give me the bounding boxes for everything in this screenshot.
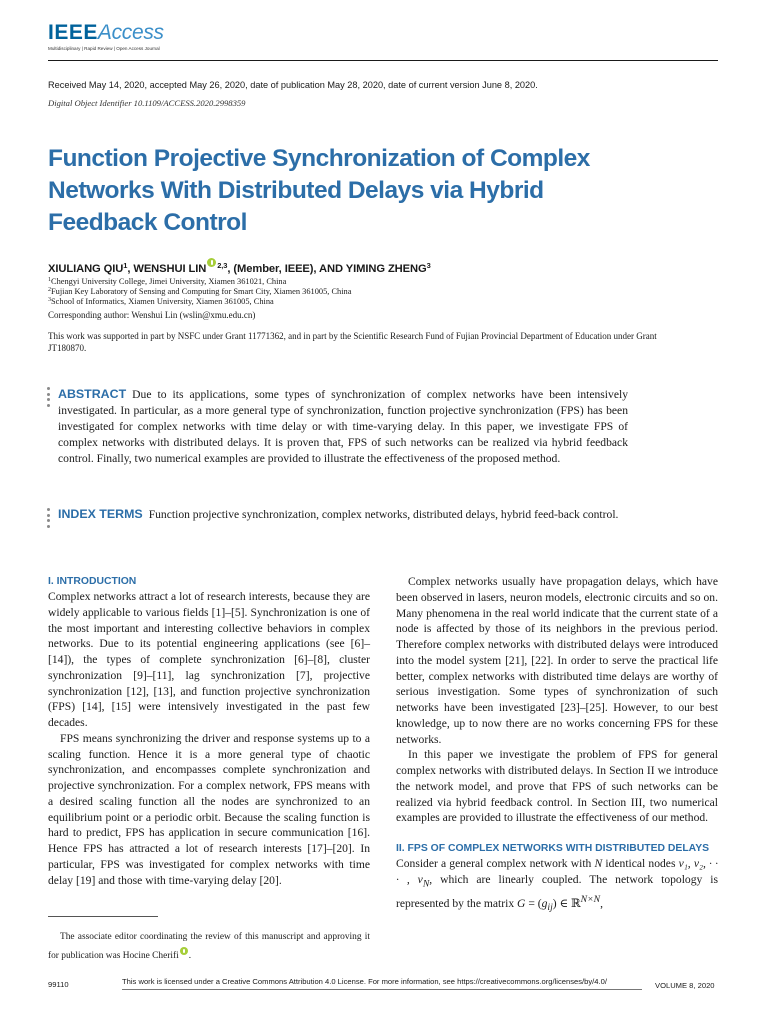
abstract-dots-icon xyxy=(47,387,51,409)
index-terms-label: INDEX TERMS xyxy=(58,507,143,521)
paragraph: FPS means synchronizing the driver and response systems up to a scaling function. Hence it is a more general type of chaotic synchronization, and encompasses complete synchronization and projective synchronization. For a complex network, FPS means with a desired scaling function all the nodes are synchronized to an equilibrium point or a periodic orbit. Because the scaling function is hard to predict, FPS has application in secure communication [16]. Hence FPS has attracted a lot of research interests [17]–[20]. In particular, FPS was investigated for complex networks with time delay [19] and those with time-varying delay [20]. xyxy=(48,731,370,887)
funding-statement: This work was supported in part by NSFC under Grant 11771362, and in part by the Scientific Research Fund of Fujian Provincial Department of Education under Grant JT180870. xyxy=(48,331,657,353)
affiliation-marker: 2,3 xyxy=(217,261,228,270)
affiliation-text: School of Informatics, Xiamen University, Xiamen 361005, China xyxy=(51,297,274,306)
corresponding-author: Corresponding author: Wenshui Lin (wslin@xmu.edu.cn) xyxy=(48,310,256,320)
license-statement: This work is licensed under a Creative Commons Attribution 4.0 License. For more information, see https://creativecommons.org/licenses/by/4.0/ xyxy=(122,977,607,986)
page-number: 99110 xyxy=(48,980,69,989)
affiliation-number: 2 xyxy=(48,287,51,293)
journal-tagline: Multidisciplinary | Rapid Review | Open Access Journal xyxy=(48,46,160,51)
author-role: , (Member, IEEE), AND xyxy=(227,263,346,275)
header-rule xyxy=(48,60,718,61)
affiliation-text: Fujian Key Laboratory of Sensing and Computing for Smart City, Xiamen 361005, China xyxy=(51,287,352,296)
license-rule xyxy=(122,989,642,990)
index-terms-text: Function projective synchronization, complex networks, distributed delays, hybrid feed-back control. xyxy=(148,508,619,521)
affiliation xyxy=(48,295,274,307)
paragraph: Complex networks attract a lot of research interests, because they are widely applicable to various fields [1]–[5]. Synchronization is one of the most important and interesting collective behaviors in complex networks. Due to its potential engineering applications (see [6]–[14]), the types of complete synchronization [6]–[8], cluster synchronization [9]–[11], lag synchronization [7], projective synchronization [12], [13], and function projective synchronization (FPS) [14], [15] were intensively investigated in the past few decades. xyxy=(48,590,370,729)
author-separator: , xyxy=(127,263,134,275)
orcid-icon[interactable] xyxy=(180,947,188,955)
affiliation-number: 3 xyxy=(48,297,51,303)
index-terms xyxy=(58,507,628,523)
paragraph: Complex networks usually have propagation delays, which have been observed in lasers, neuron models, electronic circuits and so on. Many phenomena in the real world indicate that the current state of a node is affected by those of its neighbors in the previous period. Therefore complex networks with distributed delays were introduced into the model system [21], [22]. In order to serve the practical life better, complex networks with distributed time delays are worthy of serious investigation. Some types of synchronization of such networks have been investigated [23]–[25]. However, to our best knowledge, up to now there are no works concerning FPS for these networks. xyxy=(396,575,718,746)
left-column xyxy=(48,574,370,888)
abstract-text: Due to its applications, some types of synchronization of complex networks have been intensively investigated. In particular, as a more general type of synchronization, function projective synchronization (FPS) has been investigated for complex networks with time delay or with time-varying delay. In this paper, we investigate FPS of complex networks with distributed delays. It is proven that, FPS of such networks can be realized via hybrid feedback control. Finally, two numerical examples are provided to illustrate the effectiveness of the proposed method. xyxy=(58,388,628,465)
section-heading: I. INTRODUCTION xyxy=(48,576,137,587)
journal-logo xyxy=(48,22,164,51)
affiliation-text: Chengyi University College, Jimei University, Xiamen 361021, China xyxy=(51,277,287,286)
footnote xyxy=(48,928,370,965)
author-name: WENSHUI LIN xyxy=(133,263,207,275)
affiliation-marker: 1 xyxy=(123,261,128,270)
footnote-end: . xyxy=(188,950,192,961)
doi: Digital Object Identifier 10.1109/ACCESS.2020.2998359 xyxy=(48,98,246,108)
received-dates: Received May 14, 2020, accepted May 26, 2020, date of publication May 28, 2020, date of current version June 8, 2020. xyxy=(48,80,538,90)
logo-access: Access xyxy=(97,21,164,44)
volume: VOLUME 8, 2020 xyxy=(655,981,715,990)
paragraph: In this paper we investigate the problem of FPS for general complex networks with distributed delays. In Section II we introduce the network model, and prove that FPS of such networks can be realized via hybrid feedback control. In Section III, two numerical examples are provided to illustrate the effectiveness of our method. xyxy=(396,748,718,825)
right-column xyxy=(396,574,718,916)
author-name: YIMING ZHENG xyxy=(345,263,427,275)
author-list xyxy=(48,258,431,275)
orcid-icon[interactable] xyxy=(207,258,216,267)
affiliation-number: 1 xyxy=(48,277,51,283)
abstract xyxy=(58,387,628,467)
paper-title: Function Projective Synchronization of Complex Networks With Distributed Delays via Hybrid Feedback Control xyxy=(48,145,590,236)
logo-ieee: IEEE xyxy=(48,21,98,44)
footnote-text: The associate editor coordinating the review of this manuscript and approving it for publication was Hocine Cherifi xyxy=(48,932,370,961)
affiliation-marker: 3 xyxy=(426,261,431,270)
paragraph: Consider a general complex network with N identical nodes v₁, v₂, · · · , $v_N$, which are linearly coupled. The network topology is represented by the matrix $G = (g_{ij})$ ∈ ℝ$^{N\times N}$, xyxy=(396,857,719,913)
abstract-label: ABSTRACT xyxy=(58,387,127,401)
footnote-rule xyxy=(48,916,158,917)
section-heading: II. FPS OF COMPLEX NETWORKS WITH DISTRIBUTED DELAYS xyxy=(396,843,710,854)
index-terms-dots-icon xyxy=(47,508,51,530)
author-name: XIULIANG QIU xyxy=(48,263,124,275)
